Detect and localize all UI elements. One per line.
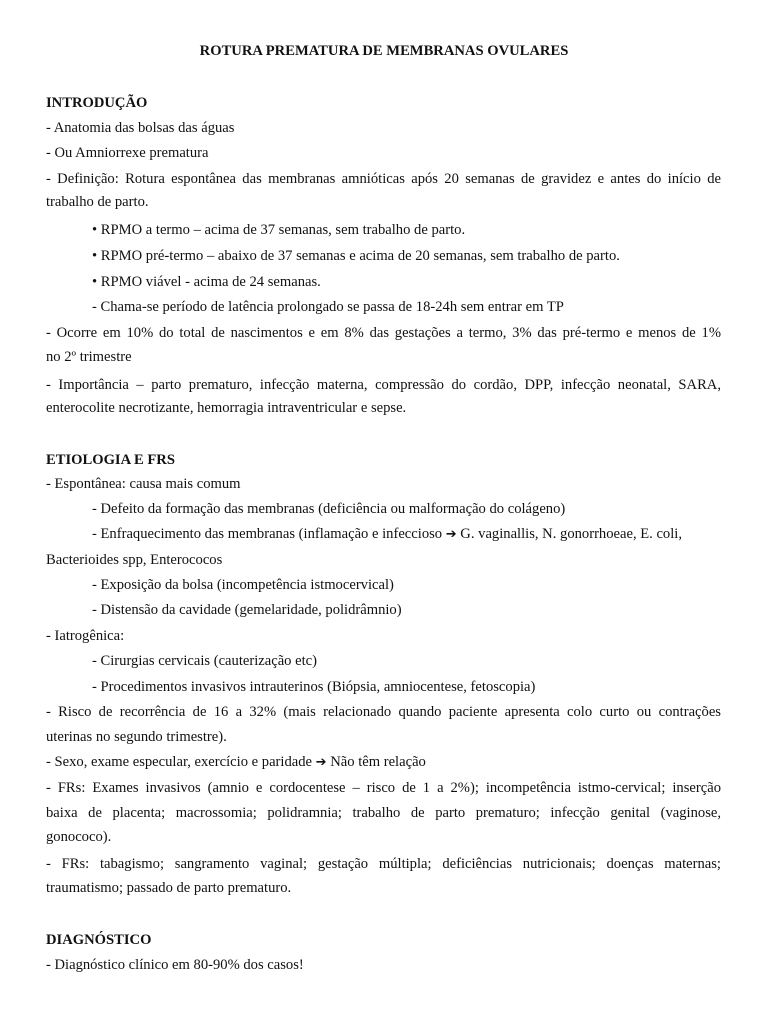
text-line: - Importância – parto prematuro, infecção materna, compressão do cordão, DPP, infecção neonatal, SARA, <box>46 377 721 393</box>
text-line: uterinas no segundo trimestre). <box>46 729 227 745</box>
document-title: ROTURA PREMATURA DE MEMBRANAS OVULARES <box>199 43 569 59</box>
text-line: - Definição: Rotura espontânea das membranas amnióticas após 20 semanas de gravidez e antes do início de <box>46 171 721 187</box>
text-line: - FRs: Exames invasivos (amnio e cordocentese – risco de 1 a 2%); incompetência istmo-cervical; inserção <box>46 780 721 796</box>
text-fragment: G. vaginallis, N. gonorrhoeae, E. coli, <box>456 526 682 542</box>
arrow-icon: ➔ <box>315 755 327 770</box>
text-line: - Ocorre em 10% do total de nascimentos e em 8% das gestações a termo, 3% das pré-termo e menos de 1% <box>46 325 721 341</box>
text-line: enterocolite necrotizante, hemorragia intraventricular e sepse. <box>46 400 407 416</box>
indented-line: - Defeito da formação das membranas (deficiência ou malformação do colágeno) <box>92 501 566 517</box>
text-line: - Iatrogênica: <box>46 628 125 644</box>
arrow-icon: ➔ <box>445 527 457 542</box>
section-heading-etiology: ETIOLOGIA E FRS <box>46 452 175 468</box>
indented-line <box>92 524 767 545</box>
text-fragment: - Sexo, exame especular, exercício e paridade <box>46 754 316 770</box>
text-fragment: Não têm relação <box>326 754 426 770</box>
text-line: no 2º trimestre <box>46 349 132 365</box>
text-line: traumatismo; passado de parto prematuro. <box>46 880 292 896</box>
text-line: - Diagnóstico clínico em 80-90% dos casos! <box>46 957 304 973</box>
text-line: gonococo). <box>46 829 112 845</box>
text-line: - Risco de recorrência de 16 a 32% (mais relacionado quando paciente apresenta colo curto ou contrações <box>46 704 721 720</box>
text-line: - Espontânea: causa mais comum <box>46 476 241 492</box>
indented-line: - Exposição da bolsa (incompetência istmocervical) <box>92 577 394 593</box>
text-line: trabalho de parto. <box>46 194 149 210</box>
text-line: - Ou Amniorrexe prematura <box>46 145 209 161</box>
bullet-item: • RPMO a termo – acima de 37 semanas, sem trabalho de parto. <box>92 222 466 238</box>
text-line: - FRs: tabagismo; sangramento vaginal; gestação múltipla; deficiências nutricionais; doenças maternas; <box>46 856 721 872</box>
text-line: baixa de placenta; macrossomia; polidramnia; trabalho de parto prematuro; infecção genital (vaginose, <box>46 805 721 821</box>
text-fragment: - Enfraquecimento das membranas (inflamação e infeccioso <box>92 526 446 542</box>
text-line <box>46 752 721 773</box>
indented-line: - Chama-se período de latência prolongado se passa de 18-24h sem entrar em TP <box>92 299 564 315</box>
indented-line: - Cirurgias cervicais (cauterização etc) <box>92 653 317 669</box>
indented-line: - Distensão da cavidade (gemelaridade, polidrâmnio) <box>92 602 402 618</box>
bullet-item: • RPMO viável - acima de 24 semanas. <box>92 274 321 290</box>
text-line: - Anatomia das bolsas das águas <box>46 120 235 136</box>
indented-line: - Procedimentos invasivos intrauterinos (Biópsia, amniocentese, fetoscopia) <box>92 679 536 695</box>
section-heading-diagnosis: DIAGNÓSTICO <box>46 932 152 948</box>
section-heading-intro: INTRODUÇÃO <box>46 95 148 111</box>
text-line: Bacterioides spp, Enterococos <box>46 552 223 568</box>
bullet-item: • RPMO pré-termo – abaixo de 37 semanas e acima de 20 semanas, sem trabalho de parto. <box>92 248 620 264</box>
